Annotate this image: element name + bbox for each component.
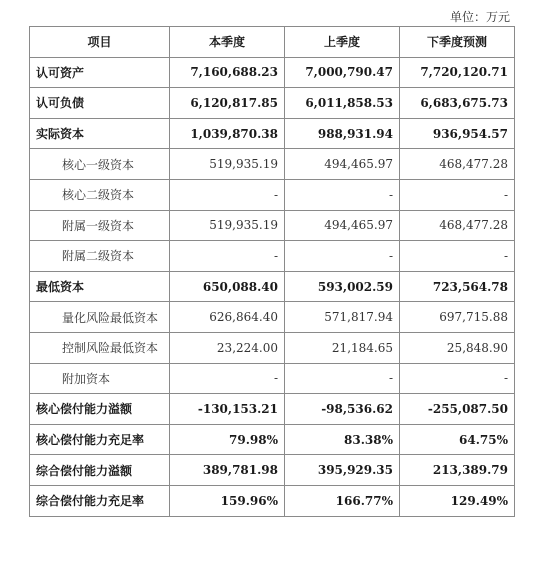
table-row — [30, 332, 515, 363]
cell-current-quarter: 159.96% — [170, 485, 285, 516]
cell-current-quarter: 519,935.19 — [170, 210, 285, 241]
cell-next-quarter-forecast: 697,715.88 — [400, 302, 515, 333]
row-label: 核心一级资本 — [30, 149, 170, 180]
cell-current-quarter: 519,935.19 — [170, 149, 285, 180]
cell-next-quarter-forecast: 129.49% — [400, 485, 515, 516]
row-label: 附属一级资本 — [30, 210, 170, 241]
table-row — [30, 88, 515, 119]
header-previous-quarter: 上季度 — [285, 27, 400, 58]
row-label: 认可资产 — [30, 57, 170, 88]
cell-next-quarter-forecast: 7,720,120.71 — [400, 57, 515, 88]
cell-current-quarter: 23,224.00 — [170, 332, 285, 363]
cell-next-quarter-forecast: -255,087.50 — [400, 394, 515, 425]
table-row — [30, 118, 515, 149]
cell-next-quarter-forecast: - — [400, 363, 515, 394]
cell-next-quarter-forecast: 723,564.78 — [400, 271, 515, 302]
cell-next-quarter-forecast: 936,954.57 — [400, 118, 515, 149]
table-header-row — [30, 27, 515, 58]
cell-previous-quarter: 166.77% — [285, 485, 400, 516]
cell-next-quarter-forecast: 213,389.79 — [400, 455, 515, 486]
cell-current-quarter: - — [170, 241, 285, 272]
cell-previous-quarter: 7,000,790.47 — [285, 57, 400, 88]
cell-previous-quarter: 593,002.59 — [285, 271, 400, 302]
table-row — [30, 302, 515, 333]
header-current-quarter: 本季度 — [170, 27, 285, 58]
table-row — [30, 57, 515, 88]
cell-current-quarter: 389,781.98 — [170, 455, 285, 486]
unit-label: 单位：万元 — [449, 10, 510, 24]
header-next-quarter-forecast: 下季度预测 — [400, 27, 515, 58]
row-label: 核心二级资本 — [30, 179, 170, 210]
row-label: 控制风险最低资本 — [30, 332, 170, 363]
cell-next-quarter-forecast: - — [400, 241, 515, 272]
table-row — [30, 394, 515, 425]
row-label: 最低资本 — [30, 271, 170, 302]
row-label: 实际资本 — [30, 118, 170, 149]
row-label: 综合偿付能力充足率 — [30, 485, 170, 516]
cell-previous-quarter: 988,931.94 — [285, 118, 400, 149]
cell-next-quarter-forecast: 468,477.28 — [400, 210, 515, 241]
cell-next-quarter-forecast: 25,848.90 — [400, 332, 515, 363]
row-label: 核心偿付能力溢额 — [30, 394, 170, 425]
table-row — [30, 363, 515, 394]
table-row — [30, 210, 515, 241]
cell-previous-quarter: - — [285, 179, 400, 210]
cell-previous-quarter: 83.38% — [285, 424, 400, 455]
cell-current-quarter: 650,088.40 — [170, 271, 285, 302]
cell-previous-quarter: 21,184.65 — [285, 332, 400, 363]
cell-next-quarter-forecast: 468,477.28 — [400, 149, 515, 180]
cell-previous-quarter: - — [285, 363, 400, 394]
cell-current-quarter: 1,039,870.38 — [170, 118, 285, 149]
cell-current-quarter: - — [170, 179, 285, 210]
row-label: 核心偿付能力充足率 — [30, 424, 170, 455]
table-row — [30, 149, 515, 180]
cell-previous-quarter: 6,011,858.53 — [285, 88, 400, 119]
cell-previous-quarter: 494,465.97 — [285, 149, 400, 180]
cell-current-quarter: - — [170, 363, 285, 394]
solvency-table — [29, 26, 515, 517]
cell-current-quarter: 7,160,688.23 — [170, 57, 285, 88]
cell-current-quarter: -130,153.21 — [170, 394, 285, 425]
cell-previous-quarter: - — [285, 241, 400, 272]
cell-previous-quarter: 494,465.97 — [285, 210, 400, 241]
table-row — [30, 485, 515, 516]
header-item: 项目 — [30, 27, 170, 58]
cell-current-quarter: 79.98% — [170, 424, 285, 455]
row-label: 附加资本 — [30, 363, 170, 394]
table-body — [30, 57, 515, 516]
table-row — [30, 455, 515, 486]
cell-current-quarter: 6,120,817.85 — [170, 88, 285, 119]
cell-next-quarter-forecast: - — [400, 179, 515, 210]
table-row — [30, 179, 515, 210]
row-label: 量化风险最低资本 — [30, 302, 170, 333]
cell-previous-quarter: -98,536.62 — [285, 394, 400, 425]
table-row — [30, 241, 515, 272]
table-row — [30, 271, 515, 302]
cell-current-quarter: 626,864.40 — [170, 302, 285, 333]
cell-next-quarter-forecast: 6,683,675.73 — [400, 88, 515, 119]
row-label: 认可负债 — [30, 88, 170, 119]
table-row — [30, 424, 515, 455]
row-label: 综合偿付能力溢额 — [30, 455, 170, 486]
cell-next-quarter-forecast: 64.75% — [400, 424, 515, 455]
row-label: 附属二级资本 — [30, 241, 170, 272]
cell-previous-quarter: 571,817.94 — [285, 302, 400, 333]
cell-previous-quarter: 395,929.35 — [285, 455, 400, 486]
